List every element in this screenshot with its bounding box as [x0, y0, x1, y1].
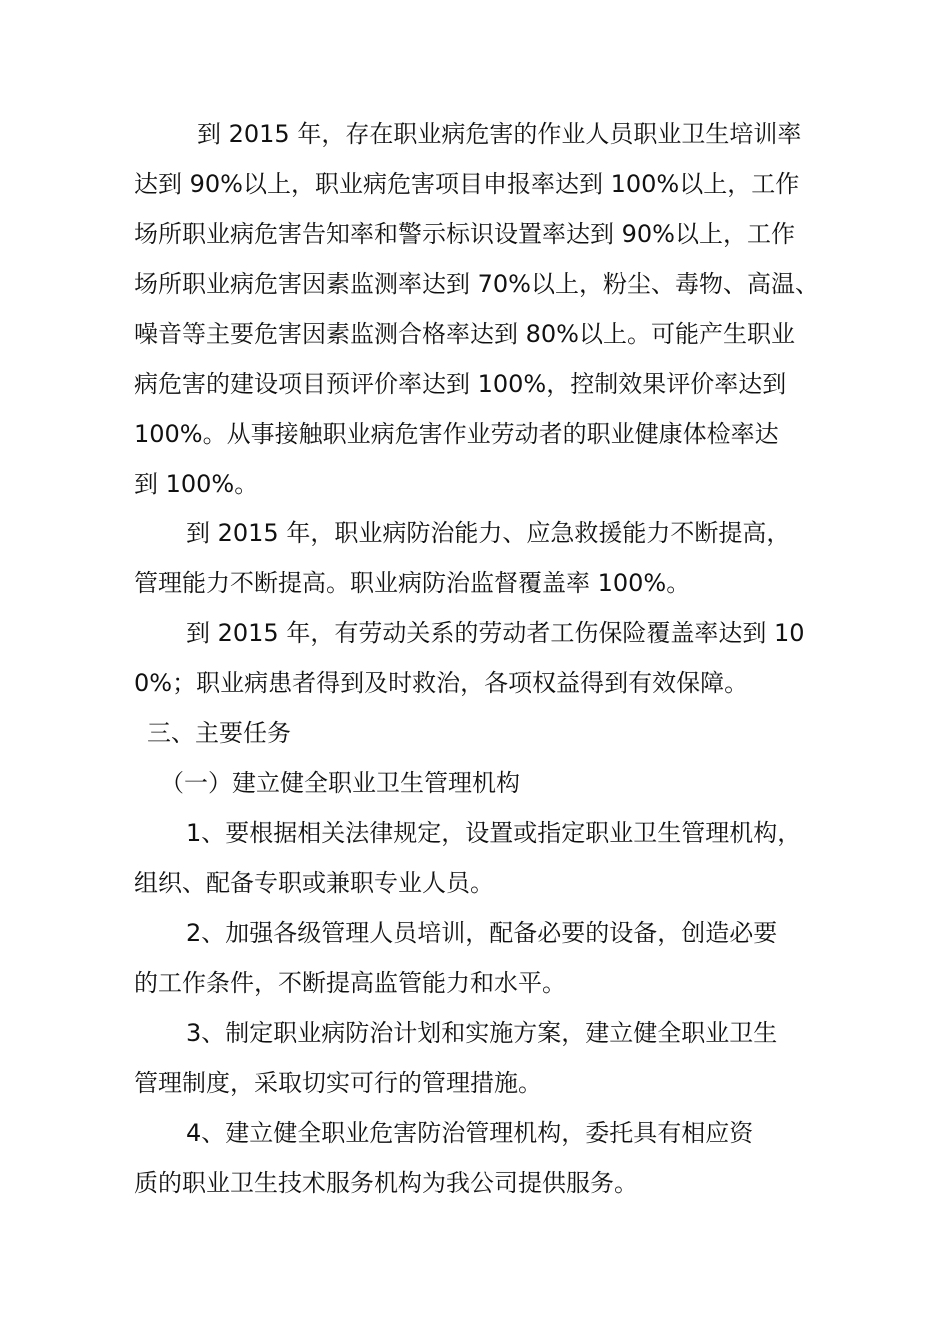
- paragraph-line: 到 100%。: [134, 470, 259, 498]
- paragraph-line: 场所职业病危害告知率和警示标识设置率达到 90%以上，工作: [134, 220, 795, 248]
- section-heading: 三、主要任务: [147, 719, 291, 747]
- paragraph-line: 噪音等主要危害因素监测合格率达到 80%以上。可能产生职业: [134, 320, 795, 348]
- paragraph-line: 3、制定职业病防治计划和实施方案，建立健全职业卫生: [186, 1019, 778, 1047]
- paragraph-line: 的工作条件，不断提高监管能力和水平。: [134, 969, 566, 997]
- paragraph-line: 管理能力不断提高。职业病防治监督覆盖率 100%。: [134, 569, 691, 597]
- paragraph-line: 100%。从事接触职业病危害作业劳动者的职业健康体检率达: [134, 420, 779, 448]
- subsection-heading: （一）建立健全职业卫生管理机构: [160, 769, 520, 797]
- paragraph-line: 到 2015 年，存在职业病危害的作业人员职业卫生培训率: [197, 120, 802, 148]
- paragraph-line: 管理制度，采取切实可行的管理措施。: [134, 1069, 542, 1097]
- paragraph-line: 达到 90%以上，职业病危害项目申报率达到 100%以上，工作: [134, 170, 800, 198]
- paragraph-line: 质的职业卫生技术服务机构为我公司提供服务。: [134, 1169, 638, 1197]
- paragraph-line: 1、要根据相关法律规定，设置或指定职业卫生管理机构，: [186, 819, 802, 847]
- paragraph-line: 到 2015 年，职业病防治能力、应急救援能力不断提高，: [186, 519, 791, 547]
- paragraph-line: 0%；职业病患者得到及时救治，各项权益得到有效保障。: [134, 669, 749, 697]
- paragraph-line: 场所职业病危害因素监测率达到 70%以上，粉尘、毒物、高温、: [134, 270, 819, 298]
- paragraph-line: 组织、配备专职或兼职专业人员。: [134, 869, 494, 897]
- paragraph-line: 4、建立健全职业危害防治管理机构，委托具有相应资: [186, 1119, 754, 1147]
- paragraph-line: 2、加强各级管理人员培训，配备必要的设备，创造必要: [186, 919, 778, 947]
- paragraph-line: 病危害的建设项目预评价率达到 100%，控制效果评价率达到: [134, 370, 787, 398]
- paragraph-line: 到 2015 年，有劳动关系的劳动者工伤保险覆盖率达到 10: [186, 619, 805, 647]
